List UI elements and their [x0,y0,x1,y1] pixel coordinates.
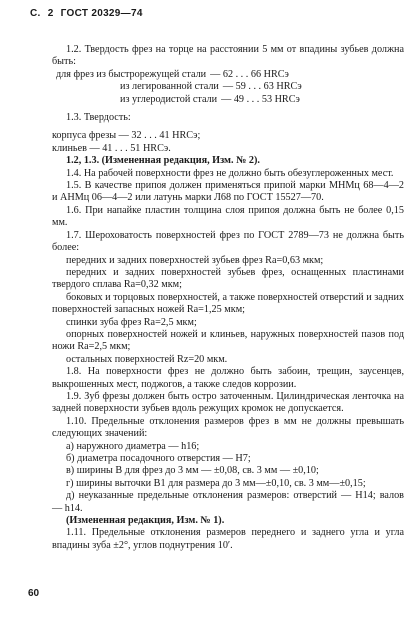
header-letter: С. [30,8,41,19]
roughness-item: остальных поверхностей Rz=20 мкм. [66,353,228,365]
paragraph-1-11: 1.11. Предельные отклонения размеров переднего и заднего угла и угла впадины зуба ±2°, углов поднутрения 10′. [52,527,404,551]
hardness-value: — 49 . . . 53 HRCэ [221,93,300,105]
header-page-number: 2 [47,8,54,19]
hardness-label: из углеродистой стали [120,93,218,105]
hardness-body: корпуса фрезы — 32 . . . 41 HRCэ; [52,130,201,142]
paragraph-1-6: 1.6. При напайке пластин толщина слоя припоя должна быть не более 0,15 мм. [52,204,404,229]
page-number: 60 [28,588,40,599]
tolerance-item: в) ширины B для фрез до 3 мм — ±0,08, св. 3 мм — ±0,10; [66,465,319,477]
paragraph-1-4: 1.4. На рабочей поверхности фрез не должно быть обезуглероженных мест. [66,167,394,179]
header-standard: ГОСТ 20329—74 [60,8,143,19]
hardness-label: из легированной стали [120,81,219,93]
hardness-row-3 [52,94,404,106]
tolerance-item: г) ширины выточки B1 для размера до 3 мм—±0,10, св. 3 мм—±0,15; [66,477,366,489]
hardness-row-2 [52,81,404,93]
roughness-item: спинки зуба фрез Ra=2,5 мкм; [66,316,197,328]
page-header [30,8,147,19]
tolerance-item: а) наружного диаметра — h16; [66,440,200,452]
paragraph-1-8: 1.8. На поверхности фрез не должно быть забоин, трещин, заусенцев, выкрошенных мест, поджогов, а также следов коррозии. [52,366,404,390]
tolerance-item: б) диаметра посадочного отверстия — H7; [66,453,251,464]
hardness-label: для фрез из быстрорежущей стали [56,68,207,80]
roughness-item: передних и задних поверхностей зубьев фрез, оснащенных пластинами твердого сплава Ra=0,32 мкм; [52,266,404,291]
hardness-value: — 62 . . . 66 HRCэ [210,68,289,80]
hardness-wedges: клиньев — 41 . . . 51 HRCэ. [52,142,171,154]
amendment-note-1: (Измененная редакция, Изм. № 1). [66,515,225,527]
paragraph-1-2: 1.2. Твердость фрез на торце на расстоянии 5 мм от впадины зубьев должна быть: [52,44,404,68]
roughness-item: опорных поверхностей ножей и клиньев, наружных поверхностей пазов под ножи Ra=2,5 мкм; [52,328,404,353]
paragraph-1-7: 1.7. Шероховатость поверхностей фрез по ГОСТ 2789—73 не должна быть более: [52,229,404,254]
paragraph-1-9: 1.9. Зуб фрезы должен быть остро заточенным. Цилиндрическая ленточка на задней поверхности зубьев вдоль режущих кромок не допускается. [52,390,404,415]
paragraph-1-10: 1.10. Предельные отклонения размеров фрез в мм не должны превышать следующих значений: [52,415,404,440]
hardness-value: — 59 . . . 63 HRCэ [222,81,302,93]
tolerance-item: д) неуказанные предельные отклонения размеров: отверстий — H14; валов — h14. [52,490,404,514]
paragraph-1-3: 1.3. Твердость: [66,112,131,124]
roughness-item: передних и задних поверхностей зубьев фрез Ra=0,63 мкм; [66,254,324,266]
amendment-note-2: 1.2, 1.3. (Измененная редакция, Изм. № 2). [66,155,260,167]
document-body [52,44,404,552]
hardness-row-1 [52,69,404,81]
roughness-item: боковых и торцовых поверхностей, а также поверхностей отверстий и задних поверхностей запасных ножей Ra=1,25 мкм; [52,291,404,316]
paragraph-1-5: 1.5. В качестве припоя должен применяться припой марки МНМц 68—4—2 и АНМц 06—4—2 или латунь марки Л68 по ГОСТ 15527—70. [52,180,404,204]
